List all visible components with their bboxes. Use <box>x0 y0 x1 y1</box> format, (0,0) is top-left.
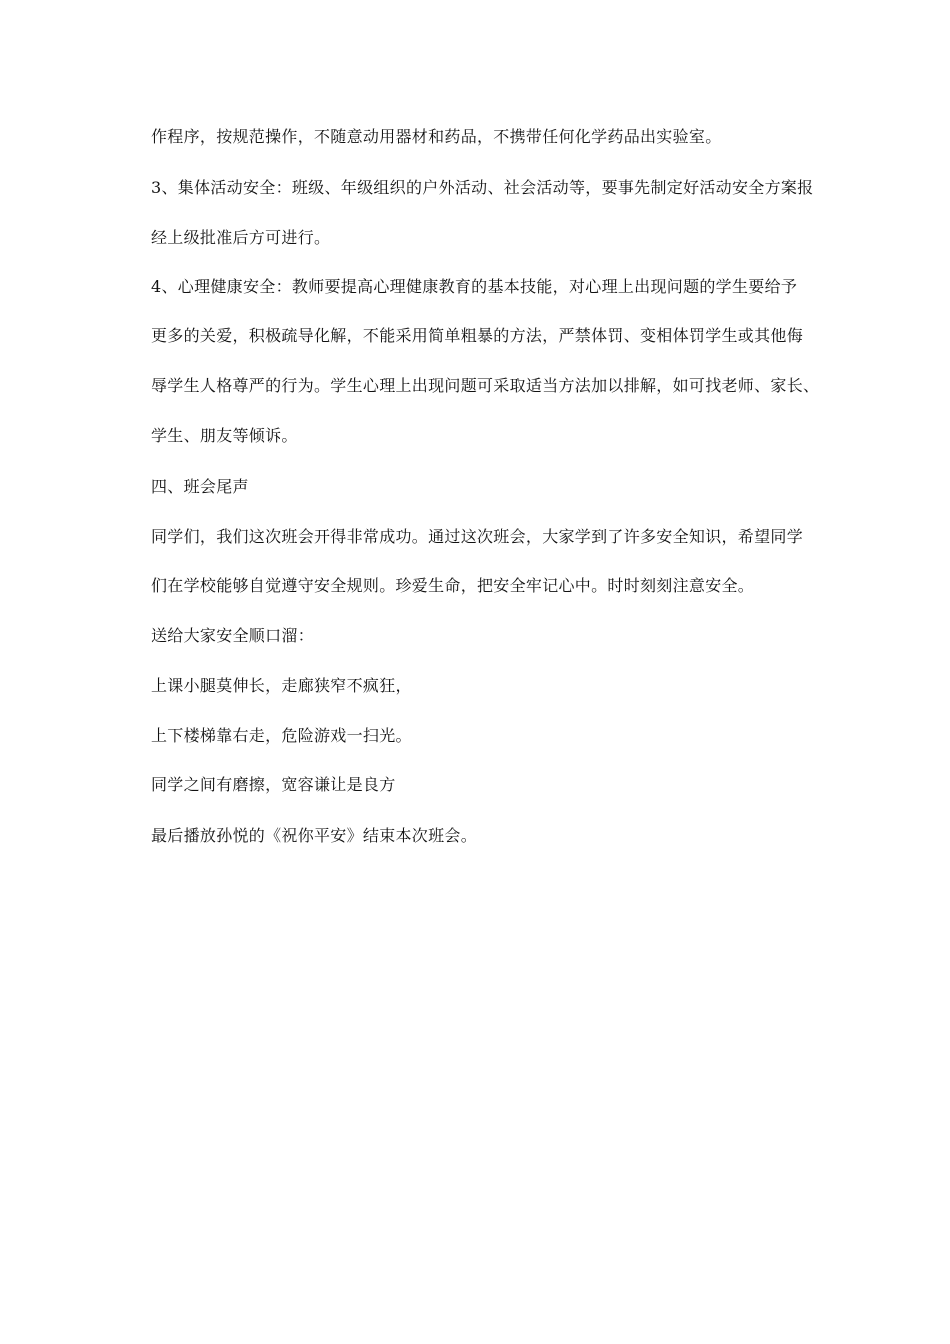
text-line-mental-health-safety: 4、心理健康安全：教师要提高心理健康教育的基本技能，对心理上出现问题的学生要给予 <box>151 277 798 296</box>
text-line-group-activity-safety-cont: 经上级批准后方可进行。 <box>151 228 331 247</box>
text-line-closing-summary: 同学们，我们这次班会开得非常成功。通过这次班会，大家学到了许多安全知识，希望同学 <box>151 527 804 546</box>
text-line-mental-health-safety-cont-3: 学生、朋友等倾诉。 <box>151 426 298 445</box>
text-line-lab-safety-end: 作程序，按规范操作，不随意动用器材和药品，不携带任何化学药品出实验室。 <box>151 127 722 146</box>
section-heading-closing: 四、班会尾声 <box>151 477 249 496</box>
text-line-mental-health-safety-cont-2: 辱学生人格尊严的行为。学生心理上出现问题可采取适当方法加以排解，如可找老师、家长、 <box>151 376 820 395</box>
text-line-rhyme-3: 同学之间有磨擦，宽容谦让是良方 <box>151 775 396 794</box>
text-line-final: 最后播放孙悦的《祝你平安》结束本次班会。 <box>151 826 478 845</box>
text-line-group-activity-safety: 3、集体活动安全：班级、年级组织的户外活动、社会活动等，要事先制定好活动安全方案报 <box>151 178 814 197</box>
text-line-rhyme-1: 上课小腿莫伸长，走廊狭窄不疯狂， <box>151 676 412 695</box>
text-line-closing-summary-cont: 们在学校能够自觉遵守安全规则。珍爱生命，把安全牢记心中。时时刻刻注意安全。 <box>151 576 755 595</box>
text-line-mental-health-safety-cont-1: 更多的关爱，积极疏导化解，不能采用简单粗暴的方法，严禁体罚、变相体罚学生或其他侮 <box>151 326 804 345</box>
text-line-rhyme-intro: 送给大家安全顺口溜： <box>151 626 315 645</box>
text-line-rhyme-2: 上下楼梯靠右走，危险游戏一扫光。 <box>151 726 412 745</box>
